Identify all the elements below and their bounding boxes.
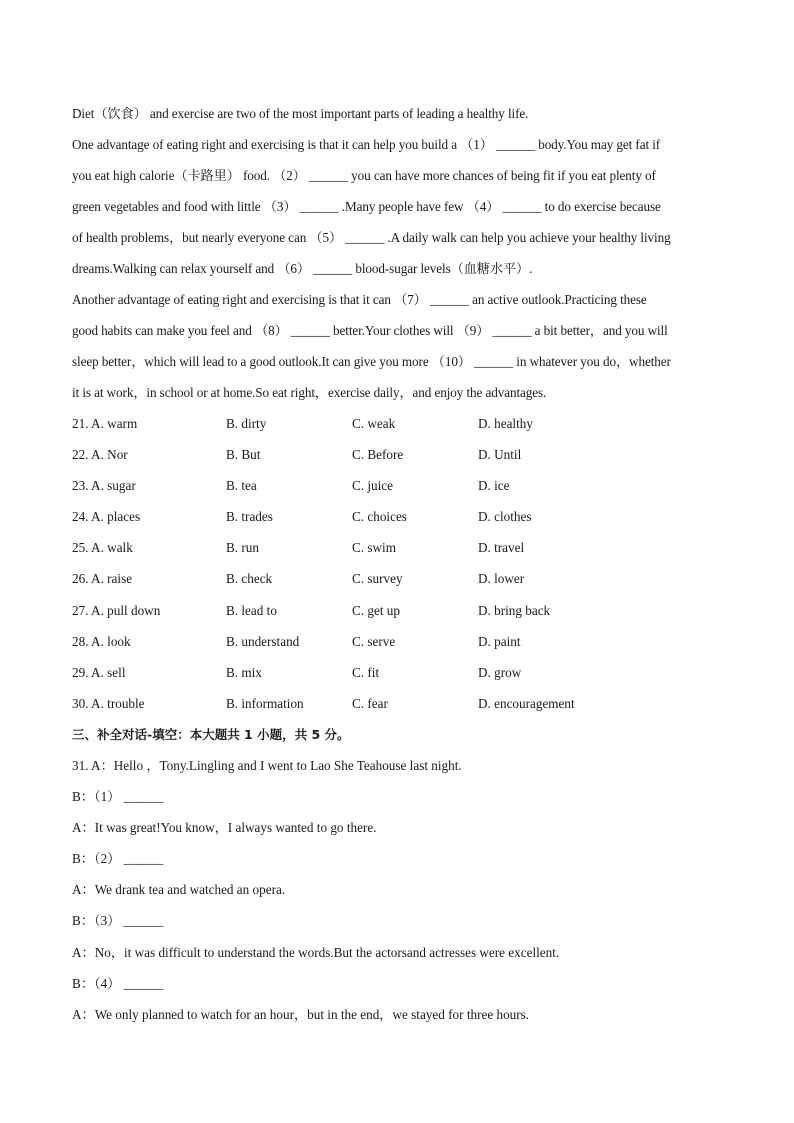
option-d: D. travel <box>478 540 525 556</box>
option-a: 24. A. places <box>72 509 141 525</box>
dialogue-line: 31. A：Hello ，Tony.Lingling and I went to Lao She Teahouse last night. <box>72 757 462 773</box>
passage-line: green vegetables and food with little （3） ______ .Many people have few （4） ______ to do exercise because <box>72 199 661 214</box>
option-a: 23. A. sugar <box>72 478 136 494</box>
dialogue-line: A：We only planned to watch for an hour，but in the end，we stayed for three hours. <box>72 1006 530 1022</box>
option-b: B. But <box>226 447 261 463</box>
option-b: B. lead to <box>226 602 277 618</box>
passage-line: Another advantage of eating right and exercising is that it can （7） ______ an active outlook.Practicing these <box>72 292 647 307</box>
passage-line: dreams.Walking can relax yourself and （6） ______ blood-sugar levels（血糖水平）. <box>72 261 533 276</box>
option-a: 25. A. walk <box>72 540 133 556</box>
passage-line: sleep better，which will lead to a good outlook.It can give you more （10） ______ in whatever you do，whether <box>72 354 671 369</box>
option-c: C. weak <box>352 416 396 431</box>
option-d: D. clothes <box>478 509 532 525</box>
option-a: 21. A. warm <box>72 416 138 431</box>
question-row <box>72 439 732 470</box>
dialogue-line: A：We drank tea and watched an opera. <box>72 882 286 898</box>
option-d: D. healthy <box>478 416 533 431</box>
option-c: C. fear <box>352 695 388 711</box>
passage-line: it is at work，in school or at home.So eat right，exercise daily，and enjoy the advantages. <box>72 385 547 400</box>
reading-passage <box>72 98 732 408</box>
option-b: B. trades <box>226 509 273 525</box>
option-d: D. bring back <box>478 602 551 618</box>
dialogue-line: B：（3） ______ <box>72 913 164 929</box>
option-a: 29. A. sell <box>72 664 126 680</box>
question-row <box>72 657 732 688</box>
question-row <box>72 563 732 594</box>
option-b: B. information <box>226 695 304 711</box>
question-row <box>72 532 732 563</box>
dialogue-line: B：（1） ______ <box>72 789 164 805</box>
option-d: D. encouragement <box>478 695 575 711</box>
question-row <box>72 408 732 439</box>
option-d: D. lower <box>478 571 525 587</box>
option-c: C. fit <box>352 664 380 680</box>
passage-line: of health problems，but nearly everyone can （5） ______ .A daily walk can help you achieve your healthy living <box>72 230 671 245</box>
exam-page <box>72 98 732 1030</box>
question-row <box>72 470 732 501</box>
passage-line: you eat high calorie（卡路里） food. （2） ______ you can have more chances of being fit if you eat plenty of <box>72 168 656 183</box>
passage-line: Diet（饮食） and exercise are two of the most important parts of leading a healthy life. <box>72 106 529 121</box>
option-a: 28. A. look <box>72 633 131 649</box>
option-b: B. mix <box>226 664 262 680</box>
option-a: 27. A. pull down <box>72 602 161 618</box>
option-c: C. Before <box>352 447 404 463</box>
question-row <box>72 626 732 657</box>
option-c: C. survey <box>352 571 403 587</box>
option-b: B. dirty <box>226 416 267 431</box>
option-c: C. serve <box>352 633 396 649</box>
option-d: D. Until <box>478 447 522 463</box>
question-row <box>72 501 732 532</box>
question-row <box>72 595 732 626</box>
question-row <box>72 688 732 719</box>
option-b: B. check <box>226 571 273 587</box>
option-c: C. get up <box>352 602 400 618</box>
dialogue-line: B：（4） ______ <box>72 975 164 991</box>
option-c: C. swim <box>352 540 396 556</box>
option-d: D. ice <box>478 478 510 494</box>
section-title: 三、补全对话-填空：本大题共 1 小题，共 5 分。 <box>72 726 350 742</box>
section-heading <box>72 719 732 750</box>
option-a: 26. A. raise <box>72 571 133 587</box>
question-options <box>72 408 732 719</box>
passage-line: good habits can make you feel and （8） ______ better.Your clothes will （9） ______ a bit better，and you will <box>72 323 668 338</box>
option-c: C. choices <box>352 509 407 525</box>
option-a: 22. A. Nor <box>72 447 128 463</box>
option-c: C. juice <box>352 478 394 494</box>
option-a: 30. A. trouble <box>72 695 145 711</box>
option-b: B. tea <box>226 478 257 494</box>
dialogue-line: A：It was great!You know，I always wanted to go there. <box>72 820 377 836</box>
dialogue-line: B：（2） ______ <box>72 851 164 867</box>
option-b: B. understand <box>226 633 300 649</box>
passage-line: One advantage of eating right and exercising is that it can help you build a （1） ______ body.You may get fat if <box>72 137 661 152</box>
dialogue <box>72 750 732 1030</box>
option-b: B. run <box>226 540 259 556</box>
dialogue-line: A：No，it was difficult to understand the words.But the actorsand actresses were excellent. <box>72 944 560 960</box>
option-d: D. paint <box>478 633 521 649</box>
option-d: D. grow <box>478 664 522 680</box>
